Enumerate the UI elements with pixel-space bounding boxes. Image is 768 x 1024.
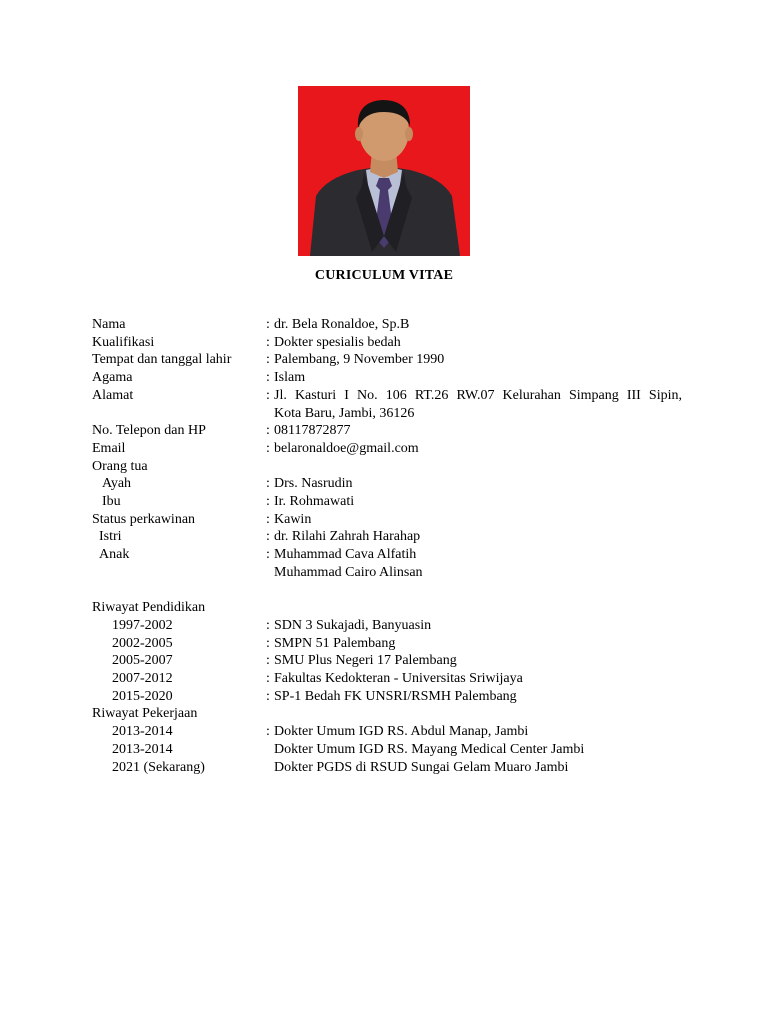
row-telepon: No. Telepon dan HP : 08117872877 bbox=[92, 422, 682, 440]
section-pendidikan bbox=[92, 599, 682, 617]
pekerjaan-row bbox=[92, 741, 682, 759]
value-anak-1: Muhammad Cava Alfatih bbox=[274, 547, 417, 563]
label-ibu: Ibu bbox=[102, 494, 121, 510]
pekerjaan-value: Dokter Umum IGD RS. Mayang Medical Center Jambi bbox=[274, 741, 585, 757]
pekerjaan-period: 2013-2014 bbox=[112, 741, 173, 757]
pendidikan-period: 2005-2007 bbox=[112, 653, 173, 669]
label-alamat: Alamat bbox=[92, 387, 134, 403]
pekerjaan-value: Dokter PGDS di RSUD Sungai Gelam Muaro Jambi bbox=[274, 759, 569, 775]
value-status: Kawin bbox=[274, 511, 312, 527]
pendidikan-value: SMPN 51 Palembang bbox=[274, 635, 396, 651]
value-alamat-line2: Kota Baru, Jambi, 36126 bbox=[274, 405, 415, 421]
pendidikan-value: Fakultas Kedokteran - Universitas Sriwijaya bbox=[274, 671, 523, 687]
pendidikan-value: SP-1 Bedah FK UNSRI/RSMH Palembang bbox=[274, 688, 517, 704]
cv-details bbox=[92, 316, 682, 776]
row-email: Email : belaronaldoe@gmail.com bbox=[92, 440, 682, 458]
pendidikan-period: 1997-2002 bbox=[112, 617, 173, 633]
pekerjaan-value: Dokter Umum IGD RS. Abdul Manap, Jambi bbox=[274, 724, 529, 740]
pendidikan-row: 1997-2002 : SDN 3 Sukajadi, Banyuasin bbox=[92, 617, 682, 635]
label-istri: Istri bbox=[99, 529, 122, 545]
row-kualifikasi: Kualifikasi : Dokter spesialis bedah bbox=[92, 334, 682, 352]
pendidikan-row: 2007-2012 : Fakultas Kedokteran - Universitas Sriwijaya bbox=[92, 670, 682, 688]
row-anak: Anak : Muhammad Cava Alfatih Muhammad Cairo Alinsan bbox=[92, 546, 682, 581]
pendidikan-value: SDN 3 Sukajadi, Banyuasin bbox=[274, 617, 432, 633]
pekerjaan-row: 2013-2014 : Dokter Umum IGD RS. Abdul Manap, Jambi bbox=[92, 723, 682, 741]
pendidikan-period: 2015-2020 bbox=[112, 688, 173, 704]
label-anak: Anak bbox=[99, 547, 130, 563]
section-pekerjaan bbox=[92, 705, 682, 723]
label-ayah: Ayah bbox=[102, 476, 132, 492]
value-ibu: Ir. Rohmawati bbox=[274, 494, 355, 510]
pendidikan-period: 2007-2012 bbox=[112, 671, 173, 687]
label-kualifikasi: Kualifikasi bbox=[92, 334, 155, 350]
pendidikan-value: SMU Plus Negeri 17 Palembang bbox=[274, 653, 457, 669]
label-orang-tua: Orang tua bbox=[92, 458, 148, 474]
value-ttl: Palembang, 9 November 1990 bbox=[274, 352, 445, 368]
value-istri: dr. Rilahi Zahrah Harahap bbox=[274, 529, 421, 545]
row-agama: Agama : Islam bbox=[92, 369, 682, 387]
label-pendidikan: Riwayat Pendidikan bbox=[92, 600, 206, 616]
row-orang-tua bbox=[92, 458, 682, 476]
value-alamat-line1: Jl. Kasturi I No. 106 RT.26 RW.07 Kelurahan Simpang III Sipin, bbox=[274, 387, 682, 403]
pekerjaan-period: 2013-2014 bbox=[112, 724, 173, 740]
pendidikan-row: 2005-2007 : SMU Plus Negeri 17 Palembang bbox=[92, 652, 682, 670]
row-status: Status perkawinan : Kawin bbox=[92, 511, 682, 529]
value-telepon: 08117872877 bbox=[274, 423, 351, 439]
pendidikan-period: 2002-2005 bbox=[112, 635, 173, 651]
value-nama: dr. Bela Ronaldoe, Sp.B bbox=[274, 317, 410, 332]
pendidikan-row: 2015-2020 : SP-1 Bedah FK UNSRI/RSMH Palembang bbox=[92, 688, 682, 706]
label-telepon: No. Telepon dan HP bbox=[92, 423, 206, 439]
row-ibu: Ibu : Ir. Rohmawati bbox=[92, 493, 682, 511]
value-agama: Islam bbox=[274, 370, 306, 386]
value-anak-2: Muhammad Cairo Alinsan bbox=[274, 564, 423, 580]
pendidikan-row: 2002-2005 : SMPN 51 Palembang bbox=[92, 635, 682, 653]
row-alamat: Alamat : Jl. Kasturi I No. 106 RT.26 RW.07 Kelurahan Simpang III Sipin, Kota Baru, Jambi, 36126 bbox=[92, 387, 682, 421]
row-ayah: Ayah : Drs. Nasrudin bbox=[92, 475, 682, 493]
document-title: CURICULUM VITAE bbox=[314, 268, 454, 283]
label-email: Email bbox=[92, 440, 126, 456]
row-nama: Nama : dr. Bela Ronaldoe, Sp.B bbox=[92, 316, 682, 334]
pekerjaan-period: 2021 (Sekarang) bbox=[112, 759, 205, 775]
value-kualifikasi: Dokter spesialis bedah bbox=[274, 334, 401, 350]
label-nama: Nama bbox=[92, 317, 126, 332]
profile-photo bbox=[298, 86, 470, 256]
pekerjaan-row bbox=[92, 759, 682, 777]
value-email: belaronaldoe@gmail.com bbox=[274, 440, 419, 456]
row-istri: Istri : dr. Rilahi Zahrah Harahap bbox=[92, 528, 682, 546]
label-agama: Agama bbox=[92, 370, 133, 386]
label-status: Status perkawinan bbox=[92, 511, 196, 527]
label-pekerjaan: Riwayat Pekerjaan bbox=[92, 706, 198, 722]
row-ttl: Tempat dan tanggal lahir : Palembang, 9 November 1990 bbox=[92, 351, 682, 369]
value-ayah: Drs. Nasrudin bbox=[274, 476, 353, 492]
label-ttl: Tempat dan tanggal lahir bbox=[92, 352, 232, 368]
